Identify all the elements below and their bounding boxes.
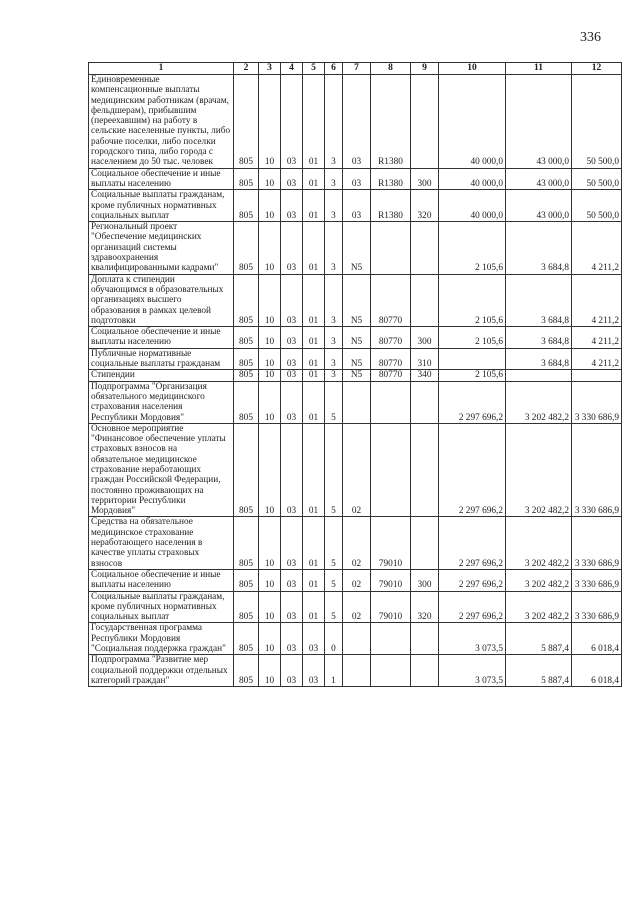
amount-col-10: 3 073,5 bbox=[439, 623, 506, 655]
amount-col-11: 3 202 482,2 bbox=[506, 423, 572, 517]
code-grbs: 805 bbox=[234, 348, 259, 370]
row-name: Единовременные компенсационные выплаты медицинским работникам (врачам, фельдшерам), прибывшим (переехавшим) на работу в сельские населенные пункты, либо рабочие поселки, либо поселки городского типа, либо города с населением до 50 тыс. человек bbox=[89, 75, 234, 169]
column-header: 1 bbox=[89, 63, 234, 75]
code-section: 10 bbox=[259, 569, 281, 591]
code-expense-type bbox=[411, 423, 439, 517]
amount-col-12: 4 211,2 bbox=[572, 274, 622, 326]
table-row bbox=[89, 327, 622, 349]
code-subprogram: 3 bbox=[325, 274, 343, 326]
code-subsection: 03 bbox=[281, 370, 303, 381]
code-direction bbox=[371, 655, 411, 687]
code-program: 01 bbox=[303, 517, 325, 569]
amount-col-11: 3 202 482,2 bbox=[506, 591, 572, 623]
code-event: 02 bbox=[343, 569, 371, 591]
column-header: 3 bbox=[259, 63, 281, 75]
code-grbs: 805 bbox=[234, 591, 259, 623]
row-name: Стипендии bbox=[89, 370, 234, 381]
amount-col-12: 3 330 686,9 bbox=[572, 517, 622, 569]
amount-col-11 bbox=[506, 370, 572, 381]
row-name: Социальное обеспечение и иные выплаты населению bbox=[89, 569, 234, 591]
code-expense-type: 340 bbox=[411, 370, 439, 381]
amount-col-10: 2 297 696,2 bbox=[439, 569, 506, 591]
code-expense-type bbox=[411, 655, 439, 687]
code-subsection: 03 bbox=[281, 75, 303, 169]
amount-col-10 bbox=[439, 348, 506, 370]
code-program: 01 bbox=[303, 222, 325, 274]
code-expense-type: 300 bbox=[411, 569, 439, 591]
budget-table bbox=[88, 62, 622, 687]
code-subprogram: 5 bbox=[325, 381, 343, 423]
code-program: 01 bbox=[303, 591, 325, 623]
code-grbs: 805 bbox=[234, 381, 259, 423]
code-direction: 79010 bbox=[371, 569, 411, 591]
code-grbs: 805 bbox=[234, 423, 259, 517]
code-subsection: 03 bbox=[281, 274, 303, 326]
code-subsection: 03 bbox=[281, 327, 303, 349]
code-expense-type bbox=[411, 75, 439, 169]
amount-col-11: 3 202 482,2 bbox=[506, 381, 572, 423]
row-name: Государственная программа Республики Мордовия "Социальная поддержка граждан" bbox=[89, 623, 234, 655]
code-section: 10 bbox=[259, 348, 281, 370]
code-program: 01 bbox=[303, 327, 325, 349]
code-section: 10 bbox=[259, 381, 281, 423]
amount-col-11: 5 887,4 bbox=[506, 655, 572, 687]
code-grbs: 805 bbox=[234, 274, 259, 326]
amount-col-11: 3 202 482,2 bbox=[506, 517, 572, 569]
column-header: 4 bbox=[281, 63, 303, 75]
amount-col-11: 3 684,8 bbox=[506, 327, 572, 349]
table-row bbox=[89, 517, 622, 569]
code-direction: R1380 bbox=[371, 168, 411, 190]
amount-col-10: 2 105,6 bbox=[439, 222, 506, 274]
code-program: 01 bbox=[303, 274, 325, 326]
code-subsection: 03 bbox=[281, 222, 303, 274]
code-grbs: 805 bbox=[234, 517, 259, 569]
code-expense-type bbox=[411, 274, 439, 326]
code-subprogram: 5 bbox=[325, 517, 343, 569]
code-subsection: 03 bbox=[281, 348, 303, 370]
code-subprogram: 3 bbox=[325, 348, 343, 370]
code-subprogram: 3 bbox=[325, 190, 343, 222]
code-expense-type bbox=[411, 623, 439, 655]
amount-col-12: 50 500,0 bbox=[572, 168, 622, 190]
table-row bbox=[89, 75, 622, 169]
code-grbs: 805 bbox=[234, 190, 259, 222]
code-program: 03 bbox=[303, 655, 325, 687]
row-name: Основное мероприятие "Финансовое обеспечение уплаты страховых взносов на обязательное медицинское страхование неработающих граждан Российской Федерации, постоянно проживающих на территории Республики Мордовия" bbox=[89, 423, 234, 517]
code-grbs: 805 bbox=[234, 370, 259, 381]
code-subsection: 03 bbox=[281, 190, 303, 222]
code-subsection: 03 bbox=[281, 655, 303, 687]
code-program: 01 bbox=[303, 75, 325, 169]
code-subprogram: 5 bbox=[325, 569, 343, 591]
code-section: 10 bbox=[259, 168, 281, 190]
amount-col-12: 3 330 686,9 bbox=[572, 591, 622, 623]
code-direction: 80770 bbox=[371, 370, 411, 381]
column-header: 7 bbox=[343, 63, 371, 75]
code-direction: R1380 bbox=[371, 190, 411, 222]
code-subsection: 03 bbox=[281, 569, 303, 591]
row-name: Социальное обеспечение и иные выплаты населению bbox=[89, 168, 234, 190]
code-direction bbox=[371, 381, 411, 423]
column-header: 5 bbox=[303, 63, 325, 75]
code-section: 10 bbox=[259, 517, 281, 569]
code-event: 02 bbox=[343, 517, 371, 569]
amount-col-12 bbox=[572, 370, 622, 381]
code-expense-type: 320 bbox=[411, 190, 439, 222]
amount-col-12: 6 018,4 bbox=[572, 655, 622, 687]
code-expense-type bbox=[411, 381, 439, 423]
amount-col-10: 3 073,5 bbox=[439, 655, 506, 687]
code-expense-type bbox=[411, 222, 439, 274]
code-section: 10 bbox=[259, 274, 281, 326]
code-section: 10 bbox=[259, 327, 281, 349]
row-name: Подпрограмма "Развитие мер социальной поддержки отдельных категорий граждан" bbox=[89, 655, 234, 687]
table-row bbox=[89, 591, 622, 623]
code-subprogram: 3 bbox=[325, 168, 343, 190]
amount-col-11: 43 000,0 bbox=[506, 75, 572, 169]
code-subprogram: 1 bbox=[325, 655, 343, 687]
amount-col-10: 2 105,6 bbox=[439, 370, 506, 381]
table-row bbox=[89, 348, 622, 370]
code-direction: 79010 bbox=[371, 517, 411, 569]
code-program: 01 bbox=[303, 569, 325, 591]
column-header: 2 bbox=[234, 63, 259, 75]
code-event: 03 bbox=[343, 190, 371, 222]
amount-col-11: 3 202 482,2 bbox=[506, 569, 572, 591]
column-header: 10 bbox=[439, 63, 506, 75]
amount-col-12: 6 018,4 bbox=[572, 623, 622, 655]
code-direction bbox=[371, 423, 411, 517]
code-program: 03 bbox=[303, 623, 325, 655]
amount-col-11: 43 000,0 bbox=[506, 168, 572, 190]
code-subsection: 03 bbox=[281, 517, 303, 569]
amount-col-10: 2 297 696,2 bbox=[439, 591, 506, 623]
code-grbs: 805 bbox=[234, 168, 259, 190]
code-expense-type: 310 bbox=[411, 348, 439, 370]
code-event bbox=[343, 655, 371, 687]
code-direction: 79010 bbox=[371, 591, 411, 623]
code-event: N5 bbox=[343, 370, 371, 381]
code-section: 10 bbox=[259, 370, 281, 381]
code-section: 10 bbox=[259, 222, 281, 274]
code-event: N5 bbox=[343, 222, 371, 274]
table-row bbox=[89, 274, 622, 326]
code-direction: 80770 bbox=[371, 274, 411, 326]
code-subsection: 03 bbox=[281, 168, 303, 190]
code-subsection: 03 bbox=[281, 381, 303, 423]
code-expense-type: 320 bbox=[411, 591, 439, 623]
code-grbs: 805 bbox=[234, 623, 259, 655]
code-section: 10 bbox=[259, 591, 281, 623]
code-subprogram: 5 bbox=[325, 423, 343, 517]
code-event: N5 bbox=[343, 327, 371, 349]
code-program: 01 bbox=[303, 168, 325, 190]
column-header: 12 bbox=[572, 63, 622, 75]
table-row bbox=[89, 423, 622, 517]
code-program: 01 bbox=[303, 423, 325, 517]
column-header: 9 bbox=[411, 63, 439, 75]
amount-col-12: 3 330 686,9 bbox=[572, 423, 622, 517]
amount-col-10: 2 297 696,2 bbox=[439, 423, 506, 517]
amount-col-12: 4 211,2 bbox=[572, 348, 622, 370]
row-name: Социальные выплаты гражданам, кроме публичных нормативных социальных выплат bbox=[89, 190, 234, 222]
column-header: 8 bbox=[371, 63, 411, 75]
code-direction bbox=[371, 222, 411, 274]
row-name: Подпрограмма "Организация обязательного медицинского страхования населения Республики Мордовия" bbox=[89, 381, 234, 423]
code-expense-type: 300 bbox=[411, 168, 439, 190]
code-subsection: 03 bbox=[281, 591, 303, 623]
code-expense-type: 300 bbox=[411, 327, 439, 349]
amount-col-10: 2 105,6 bbox=[439, 327, 506, 349]
code-section: 10 bbox=[259, 623, 281, 655]
table-row bbox=[89, 222, 622, 274]
code-subprogram: 5 bbox=[325, 591, 343, 623]
code-program: 01 bbox=[303, 190, 325, 222]
code-event bbox=[343, 381, 371, 423]
code-grbs: 805 bbox=[234, 655, 259, 687]
amount-col-12: 4 211,2 bbox=[572, 222, 622, 274]
code-direction: 80770 bbox=[371, 327, 411, 349]
row-name: Доплата к стипендии обучающимся в образовательных организациях высшего образования в рамках целевой подготовки bbox=[89, 274, 234, 326]
table-row bbox=[89, 655, 622, 687]
code-grbs: 805 bbox=[234, 569, 259, 591]
table-row bbox=[89, 623, 622, 655]
amount-col-10: 40 000,0 bbox=[439, 190, 506, 222]
code-subsection: 03 bbox=[281, 623, 303, 655]
amount-col-12: 50 500,0 bbox=[572, 75, 622, 169]
code-grbs: 805 bbox=[234, 75, 259, 169]
code-direction: 80770 bbox=[371, 348, 411, 370]
code-subprogram: 0 bbox=[325, 623, 343, 655]
amount-col-10: 2 297 696,2 bbox=[439, 517, 506, 569]
table-row bbox=[89, 569, 622, 591]
code-event: 02 bbox=[343, 591, 371, 623]
row-name: Публичные нормативные социальные выплаты гражданам bbox=[89, 348, 234, 370]
amount-col-10: 2 297 696,2 bbox=[439, 381, 506, 423]
code-subprogram: 3 bbox=[325, 327, 343, 349]
row-name: Социальные выплаты гражданам, кроме публичных нормативных социальных выплат bbox=[89, 591, 234, 623]
code-direction bbox=[371, 623, 411, 655]
amount-col-12: 3 330 686,9 bbox=[572, 381, 622, 423]
code-section: 10 bbox=[259, 190, 281, 222]
row-name: Средства на обязательное медицинское страхование неработающего населения в качестве уплаты страховых взносов bbox=[89, 517, 234, 569]
amount-col-10: 2 105,6 bbox=[439, 274, 506, 326]
code-event: N5 bbox=[343, 348, 371, 370]
code-program: 01 bbox=[303, 348, 325, 370]
column-header: 11 bbox=[506, 63, 572, 75]
code-program: 01 bbox=[303, 381, 325, 423]
header-row bbox=[89, 63, 622, 75]
amount-col-12: 4 211,2 bbox=[572, 327, 622, 349]
code-event: 03 bbox=[343, 168, 371, 190]
code-direction: R1380 bbox=[371, 75, 411, 169]
amount-col-11: 3 684,8 bbox=[506, 222, 572, 274]
row-name: Социальное обеспечение и иные выплаты населению bbox=[89, 327, 234, 349]
amount-col-11: 5 887,4 bbox=[506, 623, 572, 655]
code-event: 02 bbox=[343, 423, 371, 517]
table-row bbox=[89, 190, 622, 222]
amount-col-11: 3 684,8 bbox=[506, 348, 572, 370]
table-row bbox=[89, 381, 622, 423]
amount-col-11: 43 000,0 bbox=[506, 190, 572, 222]
amount-col-12: 3 330 686,9 bbox=[572, 569, 622, 591]
column-header: 6 bbox=[325, 63, 343, 75]
code-subsection: 03 bbox=[281, 423, 303, 517]
code-event bbox=[343, 623, 371, 655]
code-grbs: 805 bbox=[234, 327, 259, 349]
table-body bbox=[89, 75, 622, 687]
code-subprogram: 3 bbox=[325, 222, 343, 274]
code-event: 03 bbox=[343, 75, 371, 169]
code-grbs: 805 bbox=[234, 222, 259, 274]
amount-col-12: 50 500,0 bbox=[572, 190, 622, 222]
code-section: 10 bbox=[259, 423, 281, 517]
amount-col-10: 40 000,0 bbox=[439, 168, 506, 190]
code-subprogram: 3 bbox=[325, 370, 343, 381]
code-event: N5 bbox=[343, 274, 371, 326]
table-row bbox=[89, 168, 622, 190]
code-subprogram: 3 bbox=[325, 75, 343, 169]
table-row bbox=[89, 370, 622, 381]
row-name: Региональный проект "Обеспечение медицинских организаций системы здравоохранения квалифицированными кадрами" bbox=[89, 222, 234, 274]
code-program: 01 bbox=[303, 370, 325, 381]
page-number: 336 bbox=[580, 30, 601, 45]
code-section: 10 bbox=[259, 75, 281, 169]
amount-col-10: 40 000,0 bbox=[439, 75, 506, 169]
amount-col-11: 3 684,8 bbox=[506, 274, 572, 326]
code-section: 10 bbox=[259, 655, 281, 687]
code-expense-type bbox=[411, 517, 439, 569]
